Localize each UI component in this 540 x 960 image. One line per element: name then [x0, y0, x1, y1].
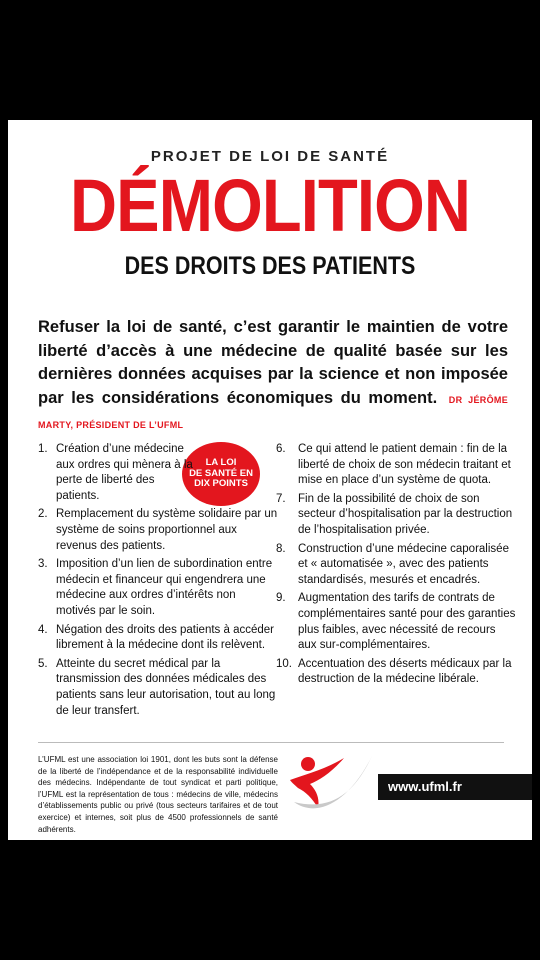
website-link[interactable]: www.ufml.fr	[378, 774, 532, 800]
point-number: 6.	[276, 443, 286, 455]
list-item	[276, 442, 516, 489]
point-text: Atteinte du secret médical par la transmission des données médicales des patients sans leur autorisation, tout au long de leur transfert.	[56, 657, 276, 717]
list-item	[276, 591, 516, 653]
kicker-heading: PROJET DE LOI DE SANTÉ	[150, 148, 390, 165]
poster	[8, 120, 532, 840]
point-number: 5.	[38, 657, 48, 670]
list-item	[38, 507, 278, 554]
point-text: Remplacement du système solidaire par un système de soins proportionnel aux revenus des patients.	[56, 508, 278, 552]
list-item	[38, 442, 278, 504]
badge-line-2: DE SANTÉ EN	[189, 467, 253, 479]
point-text: Construction d’une médecine caporalisée et « automatisée », avec des patients standardisés, mesurés et encadrés.	[298, 542, 509, 586]
list-item	[276, 542, 516, 589]
main-title: DÉMOLITION	[70, 164, 470, 247]
points-column-left	[38, 442, 278, 722]
list-item	[38, 623, 278, 654]
point-number: 8.	[276, 542, 286, 555]
point-text: Accentuation des déserts médicaux par la destruction de la médecine libérale.	[298, 657, 512, 686]
list-item	[276, 657, 516, 688]
point-number: 7.	[276, 492, 286, 505]
subtitle: DES DROITS DES PATIENTS	[124, 252, 416, 280]
list-item	[38, 657, 278, 719]
ufml-swoosh-figure-icon	[286, 750, 376, 820]
point-text: Fin de la possibilité de choix de son secteur d’hospitalisation par la destruction de l’hospitalisation privée.	[298, 492, 513, 536]
intro-paragraph	[38, 316, 508, 438]
badge-line-3: DIX POINTS	[194, 478, 248, 490]
point-text: Ce qui attend le patient demain : fin de la liberté de choix de son médecin traitant et mise en place d’un système de quota.	[298, 443, 511, 487]
point-number: 9.	[276, 592, 286, 605]
badge-line-1: LA LOI	[205, 457, 237, 469]
point-text: Négation des droits des patients à accéder librement à la médecine dont ils relèvent.	[56, 623, 274, 652]
point-number: 1.	[38, 443, 48, 455]
point-number: 2.	[38, 508, 48, 521]
list-item	[276, 492, 516, 539]
divider	[38, 742, 504, 743]
point-number: 3.	[38, 558, 48, 571]
point-text: Création d’une médecine aux ordres qui mènera à la perte de liberté des patients.	[56, 443, 193, 502]
points-column-right	[276, 442, 516, 691]
intro-author: DR JÉRÔME MARTY, PRÉSIDENT DE L’UFML	[38, 394, 508, 430]
point-number: 4.	[38, 623, 48, 636]
point-text: Imposition d’un lien de subordination entre médecin et financeur qui engendrera une médecine aux ordres d’intérêts non motivés par le soin.	[56, 558, 273, 617]
point-text: Augmentation des tarifs de contrats de complémentaires santé pour des garanties plus faibles, avec nécessité de recours aux sur-complémentaires.	[298, 592, 516, 652]
intro-text: Refuser la loi de santé, c’est garantir le maintien de votre liberté d’accès à une médecine de qualité basée sur les dernières données acquises par la science et non imposée par les considérations économiques du moment.	[38, 318, 508, 407]
point-number: 10.	[276, 657, 292, 670]
footer-description: L’UFML est une association loi 1901, dont les buts sont la défense de la liberté de l’indépendance et de la responsabilité individuelle des médecins. Indépendante de tout syndicat et parti politique, l’UFML est la représentation de tous : médecins de ville, médecins d’établissements public ou privé (tous secteurs tarifaires et de tout exercice) et internes, soit plus de 4500 professionnels de santé adhérents.	[38, 755, 278, 834]
list-item	[38, 557, 278, 619]
